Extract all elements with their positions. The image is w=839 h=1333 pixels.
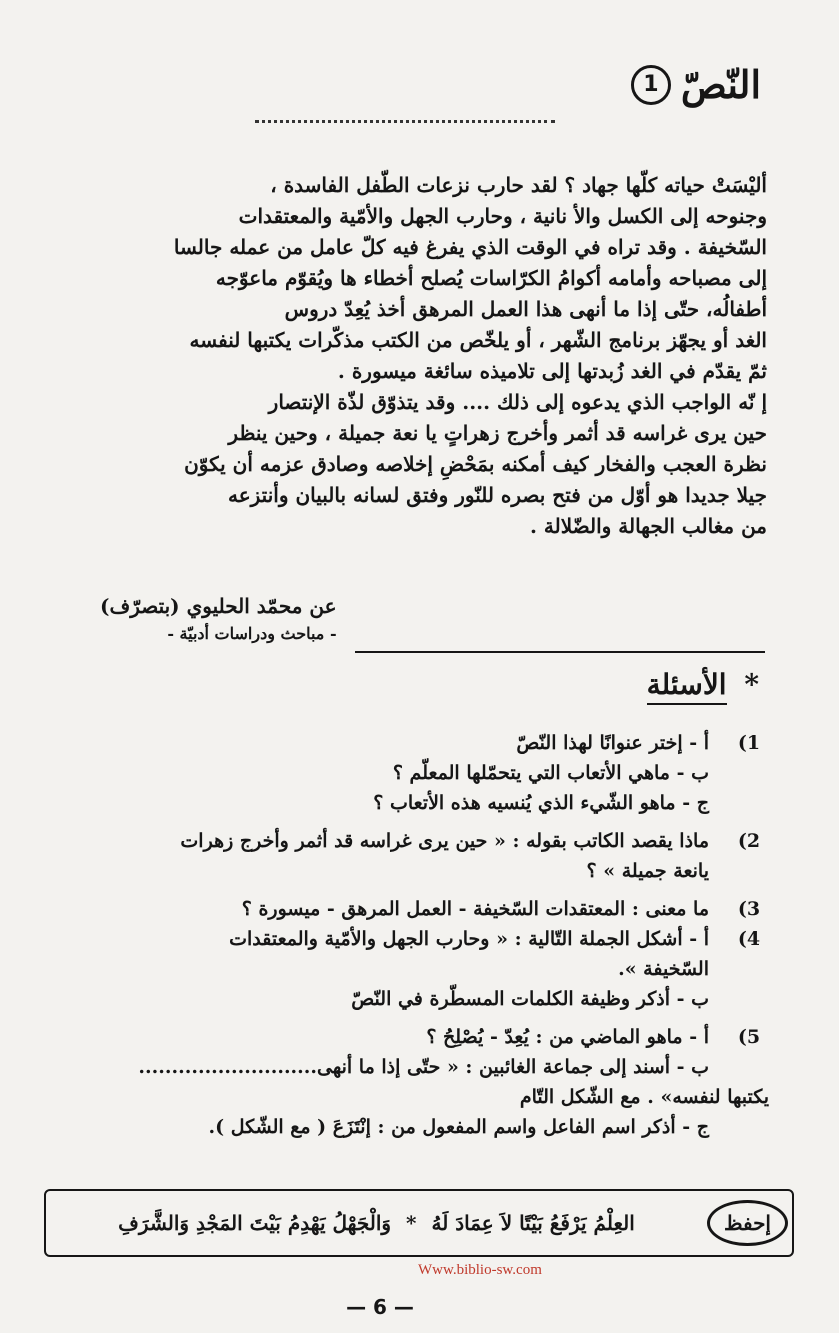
question-text: ب - أذكر وظيفة الكلمات المسطّرة في النّصّ [351, 988, 709, 1010]
question-number: 4) [737, 928, 761, 950]
star-icon: * [744, 668, 759, 701]
passage-line: ثمّ يقدّم في الغد زُبدتها إلى تلاميذه سائغة ميسورة . [337, 359, 767, 383]
passage [62, 170, 767, 542]
memorize-verse [46, 1211, 707, 1235]
question-item [60, 954, 769, 984]
passage-line: السّخيفة . وقد تراه في الوقت الذي يفرغ فيه كلّ عامل من عمله جالسا [173, 235, 767, 259]
section-divider [355, 651, 765, 653]
question-text: ما معنى : المعتقدات السّخيفة - العمل المرهق - ميسورة ؟ [241, 898, 709, 920]
passage-line: نظرة العجب والفخار كيف أمكنه بمَحْضِ إخلاصه وصادق عزمه أن يكوّن [184, 452, 767, 476]
question-text: يكتبها لنفسه» . مع الشّكل التّام [519, 1086, 769, 1108]
question-text: ماذا يقصد الكاتب بقوله : « حين يرى غراسه قد أثمر وأخرج زهرات [180, 830, 709, 852]
source-citation [100, 594, 337, 643]
verse-first-half: العِلْمُ يَرْفَعُ بَيْتًا لاَ عِمَادَ لَهُ [431, 1211, 635, 1235]
passage-line: حين يرى غراسه قد أثمر وأخرج زهراتٍ يا نعة جميلة ، وحين ينظر [228, 421, 767, 445]
dotted-divider [255, 120, 555, 123]
question-text: ج - ماهو الشّيء الذي يُنسيه هذه الأتعاب ؟ [373, 792, 709, 814]
memorize-label: إحفظ [707, 1200, 788, 1246]
passage-line: الغد أو يجهّز برنامج الشّهر ، أو يلخّص من الكتب مذكّرات يكتبها لنفسه [189, 328, 767, 352]
question-item [60, 984, 769, 1014]
star-icon: * [406, 1211, 417, 1235]
passage-line: وجنوحه إلى الكسل والأ نانية ، وحارب الجهل والأمّية والمعتقدات [238, 204, 767, 228]
memorize-box [44, 1189, 794, 1257]
passage-line: أليْسَتْ حياته كلّها جهاد ؟ لقد حارب نزعات الطّفل الفاسدة ، [270, 173, 767, 197]
website-link[interactable]: Www.biblio-sw.com [418, 1262, 542, 1278]
source-author: عن محمّد الحليوي (بتصرّف) [100, 594, 337, 618]
question-number: 3) [737, 898, 761, 920]
question-text: ب - أسند إلى جماعة الغائبين : « حتّى إذا ما أنهى........................... [138, 1056, 709, 1078]
verse-second-half: وَالْجَهْلُ يَهْدِمُ بَيْتَ المَجْدِ وَالشَّرَفِ [118, 1211, 392, 1235]
passage-line: إ نّه الواجب الذي يدعوه إلى ذلك .... وقد يتذوّق لذّة الإنتصار [268, 390, 767, 414]
question-item [60, 1052, 769, 1082]
page-number: — 6 — [346, 1295, 414, 1319]
question-item [60, 1112, 769, 1142]
question-item [60, 856, 769, 886]
question-item [60, 1022, 769, 1052]
questions-heading [647, 668, 759, 701]
question-item [60, 894, 769, 924]
question-text: أ - ماهو الماضي من : يُعِدّ - يُصْلِحُ ؟ [426, 1026, 709, 1048]
question-text: ج - أذكر اسم الفاعل واسم المفعول من : إنْتَزَعَ ( مع الشّكل ). [208, 1116, 709, 1138]
title-number-circle: 1 [631, 65, 671, 105]
question-text: السّخيفة ». [618, 958, 709, 980]
question-number: 2) [737, 830, 761, 852]
source-book: - مباحث ودراسات أدبيّة - [167, 624, 337, 643]
question-item [60, 758, 769, 788]
passage-line: أطفالُه، حتّى إذا ما أنهى هذا العمل المرهق أخذ يُعِدّ دروس [284, 297, 767, 321]
question-item [60, 728, 769, 758]
title-text: النّصّ [680, 62, 761, 107]
questions-list [60, 728, 769, 1142]
questions-heading-text: الأسئلة [647, 668, 727, 705]
text-title [631, 62, 761, 107]
question-item [60, 788, 769, 818]
question-text: أ - أشكل الجملة التّالية : « وحارب الجهل والأمّية والمعتقدات [229, 928, 709, 950]
question-item [60, 1082, 769, 1112]
question-text: أ - إختر عنوانًا لهذا النّصّ [516, 732, 709, 754]
passage-line: إلى مصباحه وأمامه أكوامُ الكرّاسات يُصلح أخطاء ها ويُقوّم ماعوّجه [215, 266, 767, 290]
question-text: يانعة جميلة » ؟ [586, 860, 709, 882]
question-number: 1) [737, 732, 761, 754]
question-number: 5) [737, 1026, 761, 1048]
passage-line: جيلا جديدا هو أوّل من فتح بصره للنّور وفتق لسانه بالبيان وأنتزعه [227, 483, 767, 507]
question-text: ب - ماهي الأتعاب التي يتحمّلها المعلّم ؟ [392, 762, 709, 784]
question-item [60, 924, 769, 954]
passage-line: من مغالب الجهالة والضّلالة . [529, 514, 767, 538]
question-item [60, 826, 769, 856]
